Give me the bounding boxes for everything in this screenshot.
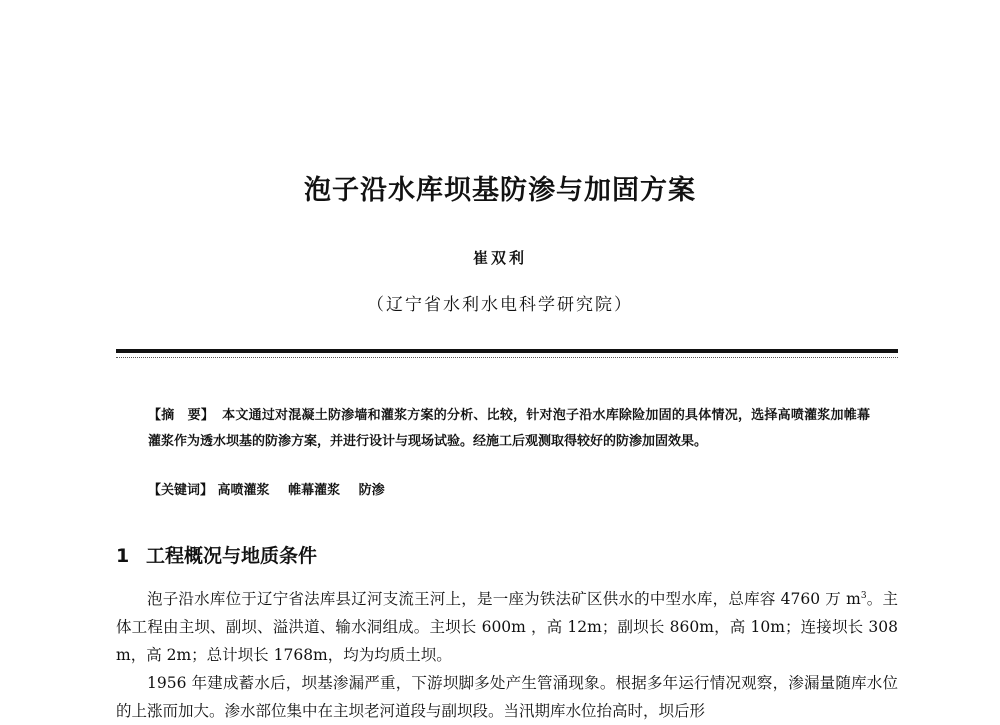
paragraph-text: 。主体工程由主坝、副坝、溢洪道、输水洞组成。主坝长 600m ，高 12m；副坝长 860m，高 10m；连接坝长 308 m，高 2m；总计坝长 1768m，均为均质土坝。	[116, 590, 898, 664]
paper-title: 泡子沿水库坝基防渗与加固方案	[304, 175, 696, 206]
header-rule-thin	[116, 357, 898, 358]
paragraph: 1956 年建成蓄水后，坝基渗漏严重，下游坝脚多处产生管涌现象。根据多年运行情况观察，渗漏量随库水位的上涨而加大。渗水部位集中在主坝老河道段与副坝段。当汛期库水位抬高时，坝后形	[116, 674, 898, 720]
keyword: 高喷灌浆	[217, 483, 270, 498]
paragraph	[116, 585, 898, 669]
abstract-text: 本文通过对混凝土防渗墙和灌浆方案的分析、比较，针对泡子沿水库除险加固的具体情况，选择高喷灌浆加帷幕灌浆作为透水坝基的防渗方案，并进行设计与现场试验。经施工后观测取得较好的防渗加固效果。	[148, 408, 870, 449]
keyword: 防渗	[358, 483, 385, 498]
section-body	[116, 585, 898, 725]
superscript: 3	[860, 590, 867, 601]
keywords-label: 【关键词】	[148, 483, 214, 498]
keywords-block	[148, 478, 870, 504]
section-number: 1	[116, 545, 130, 567]
author-affiliation: （辽宁省水利水电科学研究院）	[367, 295, 633, 315]
keyword: 帷幕灌浆	[288, 483, 341, 498]
paragraph-text: 泡子沿水库位于辽宁省法库县辽河支流王河上，是一座为铁法矿区供水的中型水库，总库容 4760 万 m	[147, 590, 861, 608]
abstract-block	[148, 403, 870, 455]
section-heading	[116, 541, 317, 568]
header-rule	[116, 349, 898, 353]
abstract-label: 【摘 要】	[148, 408, 215, 423]
author-name: 崔双利	[472, 249, 527, 267]
section-title: 工程概况与地质条件	[146, 545, 318, 567]
